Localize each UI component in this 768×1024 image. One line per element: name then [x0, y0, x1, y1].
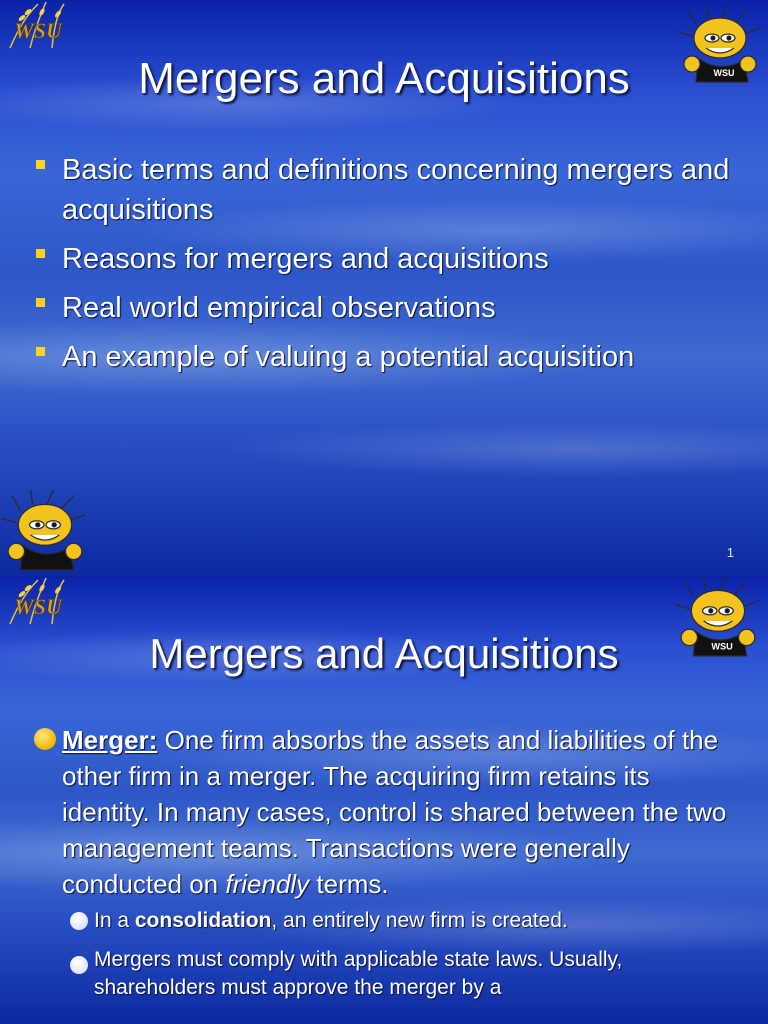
page-title: Mergers and Acquisitions [149, 630, 619, 677]
merger-text-end: terms. [309, 869, 389, 899]
merger-term: Merger: [62, 725, 158, 755]
sub-bullet-icon [70, 956, 88, 974]
list-item: Reasons for mergers and acquisitions [36, 239, 736, 279]
bullet-dot-icon [34, 728, 56, 750]
merger-definition [36, 722, 736, 902]
mascot-badge-text: WSU [711, 641, 733, 652]
wsu-logo-text: WSU [14, 18, 62, 43]
list-item: Mergers must comply with applicable state laws. Usually, shareholders must approve the merger by a [70, 946, 736, 1002]
slide-2 [0, 576, 768, 1024]
bullet-square-icon [36, 347, 45, 356]
wsu-logo-text: WSU [14, 594, 62, 619]
wsu-wheat-logo [2, 0, 74, 52]
list-item: Basic terms and definitions concerning mergers and acquisitions [36, 150, 736, 230]
list-item: In a consolidation, an entirely new firm is created. [70, 902, 736, 940]
list-item: An example of valuing a potential acquisition [36, 337, 736, 377]
bullet-square-icon [36, 160, 45, 169]
sub-bullet-icon [70, 912, 88, 930]
wushock-mascot-icon [0, 490, 92, 576]
merger-italic: friendly [225, 869, 310, 899]
consolidation-term: consolidation [134, 909, 272, 932]
bullet-list [36, 150, 736, 386]
page-title: Mergers and Acquisitions [138, 54, 630, 103]
mascot-badge-text: WSU [713, 68, 735, 78]
merger-text: One firm absorbs the assets and liabilities of the other firm in a merger. The acquiring firm retains its identity. In many cases, control is shared between the two management teams. Transactions were generally conducted on [62, 725, 727, 899]
page-number: 1 [726, 545, 734, 560]
bullet-square-icon [36, 298, 45, 307]
bullet-square-icon [36, 249, 45, 258]
wsu-wheat-logo [2, 576, 74, 628]
list-item: Real world empirical observations [36, 288, 736, 328]
slide-body [36, 722, 736, 1002]
